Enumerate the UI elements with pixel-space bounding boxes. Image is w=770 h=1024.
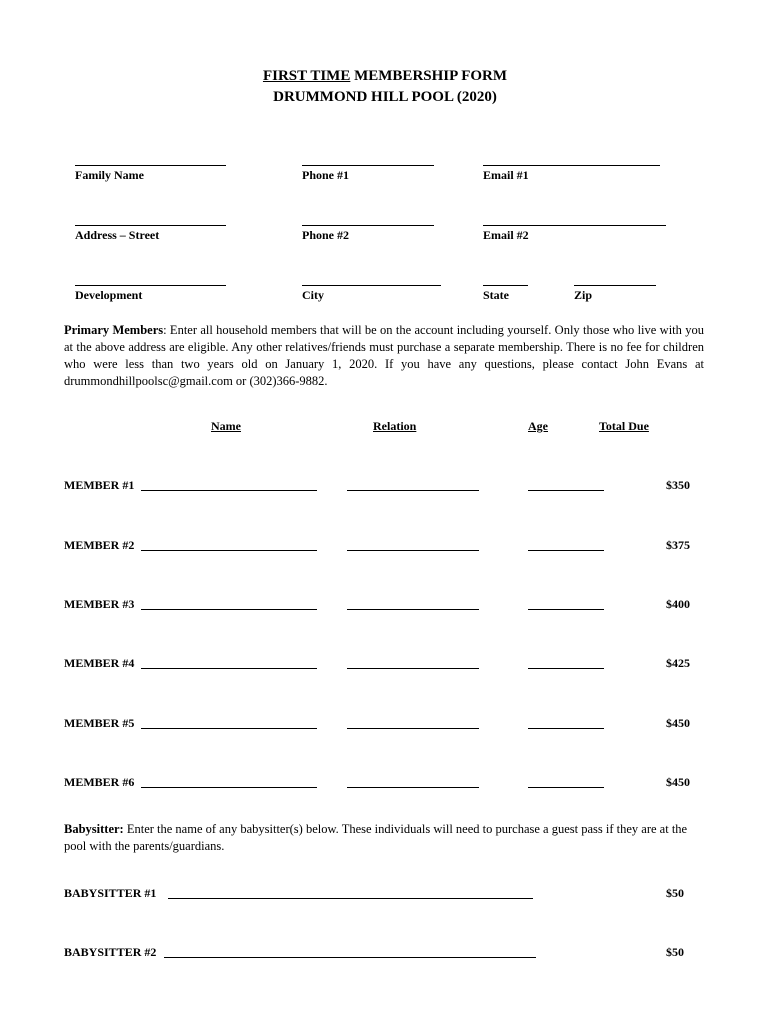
form-title xyxy=(0,68,770,85)
primary-members-heading: Primary Members xyxy=(64,323,164,337)
primary-members-instructions xyxy=(64,322,704,390)
header-age: Age xyxy=(528,419,548,433)
zip-field[interactable] xyxy=(574,285,656,286)
address-field[interactable] xyxy=(75,225,226,226)
title-membership-form: MEMBERSHIP FORM xyxy=(350,68,508,84)
member-age-input[interactable] xyxy=(528,668,604,669)
member-price: $375 xyxy=(666,538,690,552)
primary-members-text: : Enter all household members that will be on the account including yourself. Only those who live with you at the above address are eligible. Any other relatives/friends must purchase a separate membership. There is no fee for children who were less than two years old on January 1, 2020. If you have any questions, please contact John Evans at drummondhillpoolsc@gmail.com or (302)366-9882. xyxy=(64,323,704,388)
email1-label: Email #1 xyxy=(483,168,529,182)
member-label: MEMBER #3 xyxy=(64,597,135,611)
babysitter-label: BABYSITTER #1 xyxy=(64,886,157,900)
form-subtitle: DRUMMOND HILL POOL (2020) xyxy=(273,89,497,105)
member-label: MEMBER #2 xyxy=(64,538,135,552)
header-name: Name xyxy=(211,419,241,433)
development-field[interactable] xyxy=(75,285,226,286)
babysitter-price: $50 xyxy=(666,945,684,959)
address-label: Address – Street xyxy=(75,228,160,242)
babysitter-name-input[interactable] xyxy=(168,898,533,899)
family-name-label: Family Name xyxy=(75,168,144,182)
babysitter-heading: Babysitter: xyxy=(64,822,124,836)
member-label: MEMBER #6 xyxy=(64,775,135,789)
member-age-input[interactable] xyxy=(528,728,604,729)
member-name-input[interactable] xyxy=(141,609,317,610)
member-age-input[interactable] xyxy=(528,550,604,551)
member-relation-input[interactable] xyxy=(347,668,479,669)
zip-label: Zip xyxy=(574,288,593,302)
phone2-field[interactable] xyxy=(302,225,434,226)
member-label: MEMBER #4 xyxy=(64,656,135,670)
member-price: $425 xyxy=(666,656,690,670)
city-field[interactable] xyxy=(302,285,441,286)
state-label: State xyxy=(483,288,509,302)
member-relation-input[interactable] xyxy=(347,728,479,729)
member-name-input[interactable] xyxy=(141,490,317,491)
phone1-field[interactable] xyxy=(302,165,434,166)
babysitter-instructions xyxy=(64,821,694,855)
member-price: $450 xyxy=(666,716,690,730)
babysitter-text: Enter the name of any babysitter(s) below. These individuals will need to purchase a guest pass if they are at the pool with the parents/guardians. xyxy=(64,822,688,853)
member-price: $450 xyxy=(666,775,690,789)
member-price: $350 xyxy=(666,478,690,492)
babysitter-label: BABYSITTER #2 xyxy=(64,945,157,959)
member-relation-input[interactable] xyxy=(347,550,479,551)
member-label: MEMBER #1 xyxy=(64,478,135,492)
member-label: MEMBER #5 xyxy=(64,716,135,730)
state-field[interactable] xyxy=(483,285,528,286)
title-first-time: FIRST TIME xyxy=(262,68,351,84)
member-age-input[interactable] xyxy=(528,787,604,788)
member-name-input[interactable] xyxy=(141,787,317,788)
city-label: City xyxy=(302,288,324,302)
phone1-label: Phone #1 xyxy=(302,168,350,182)
header-total-due: Total Due xyxy=(599,419,649,433)
member-relation-input[interactable] xyxy=(347,490,479,491)
phone2-label: Phone #2 xyxy=(302,228,350,242)
babysitter-name-input[interactable] xyxy=(164,957,536,958)
member-relation-input[interactable] xyxy=(347,609,479,610)
member-price: $400 xyxy=(666,597,690,611)
email1-field[interactable] xyxy=(483,165,660,166)
email2-label: Email #2 xyxy=(483,228,529,242)
member-age-input[interactable] xyxy=(528,609,604,610)
member-age-input[interactable] xyxy=(528,490,604,491)
header-relation: Relation xyxy=(373,419,417,433)
member-name-input[interactable] xyxy=(141,668,317,669)
member-name-input[interactable] xyxy=(141,728,317,729)
member-relation-input[interactable] xyxy=(347,787,479,788)
development-label: Development xyxy=(75,288,143,302)
babysitter-price: $50 xyxy=(666,886,684,900)
family-name-field[interactable] xyxy=(75,165,226,166)
member-name-input[interactable] xyxy=(141,550,317,551)
email2-field[interactable] xyxy=(483,225,666,226)
